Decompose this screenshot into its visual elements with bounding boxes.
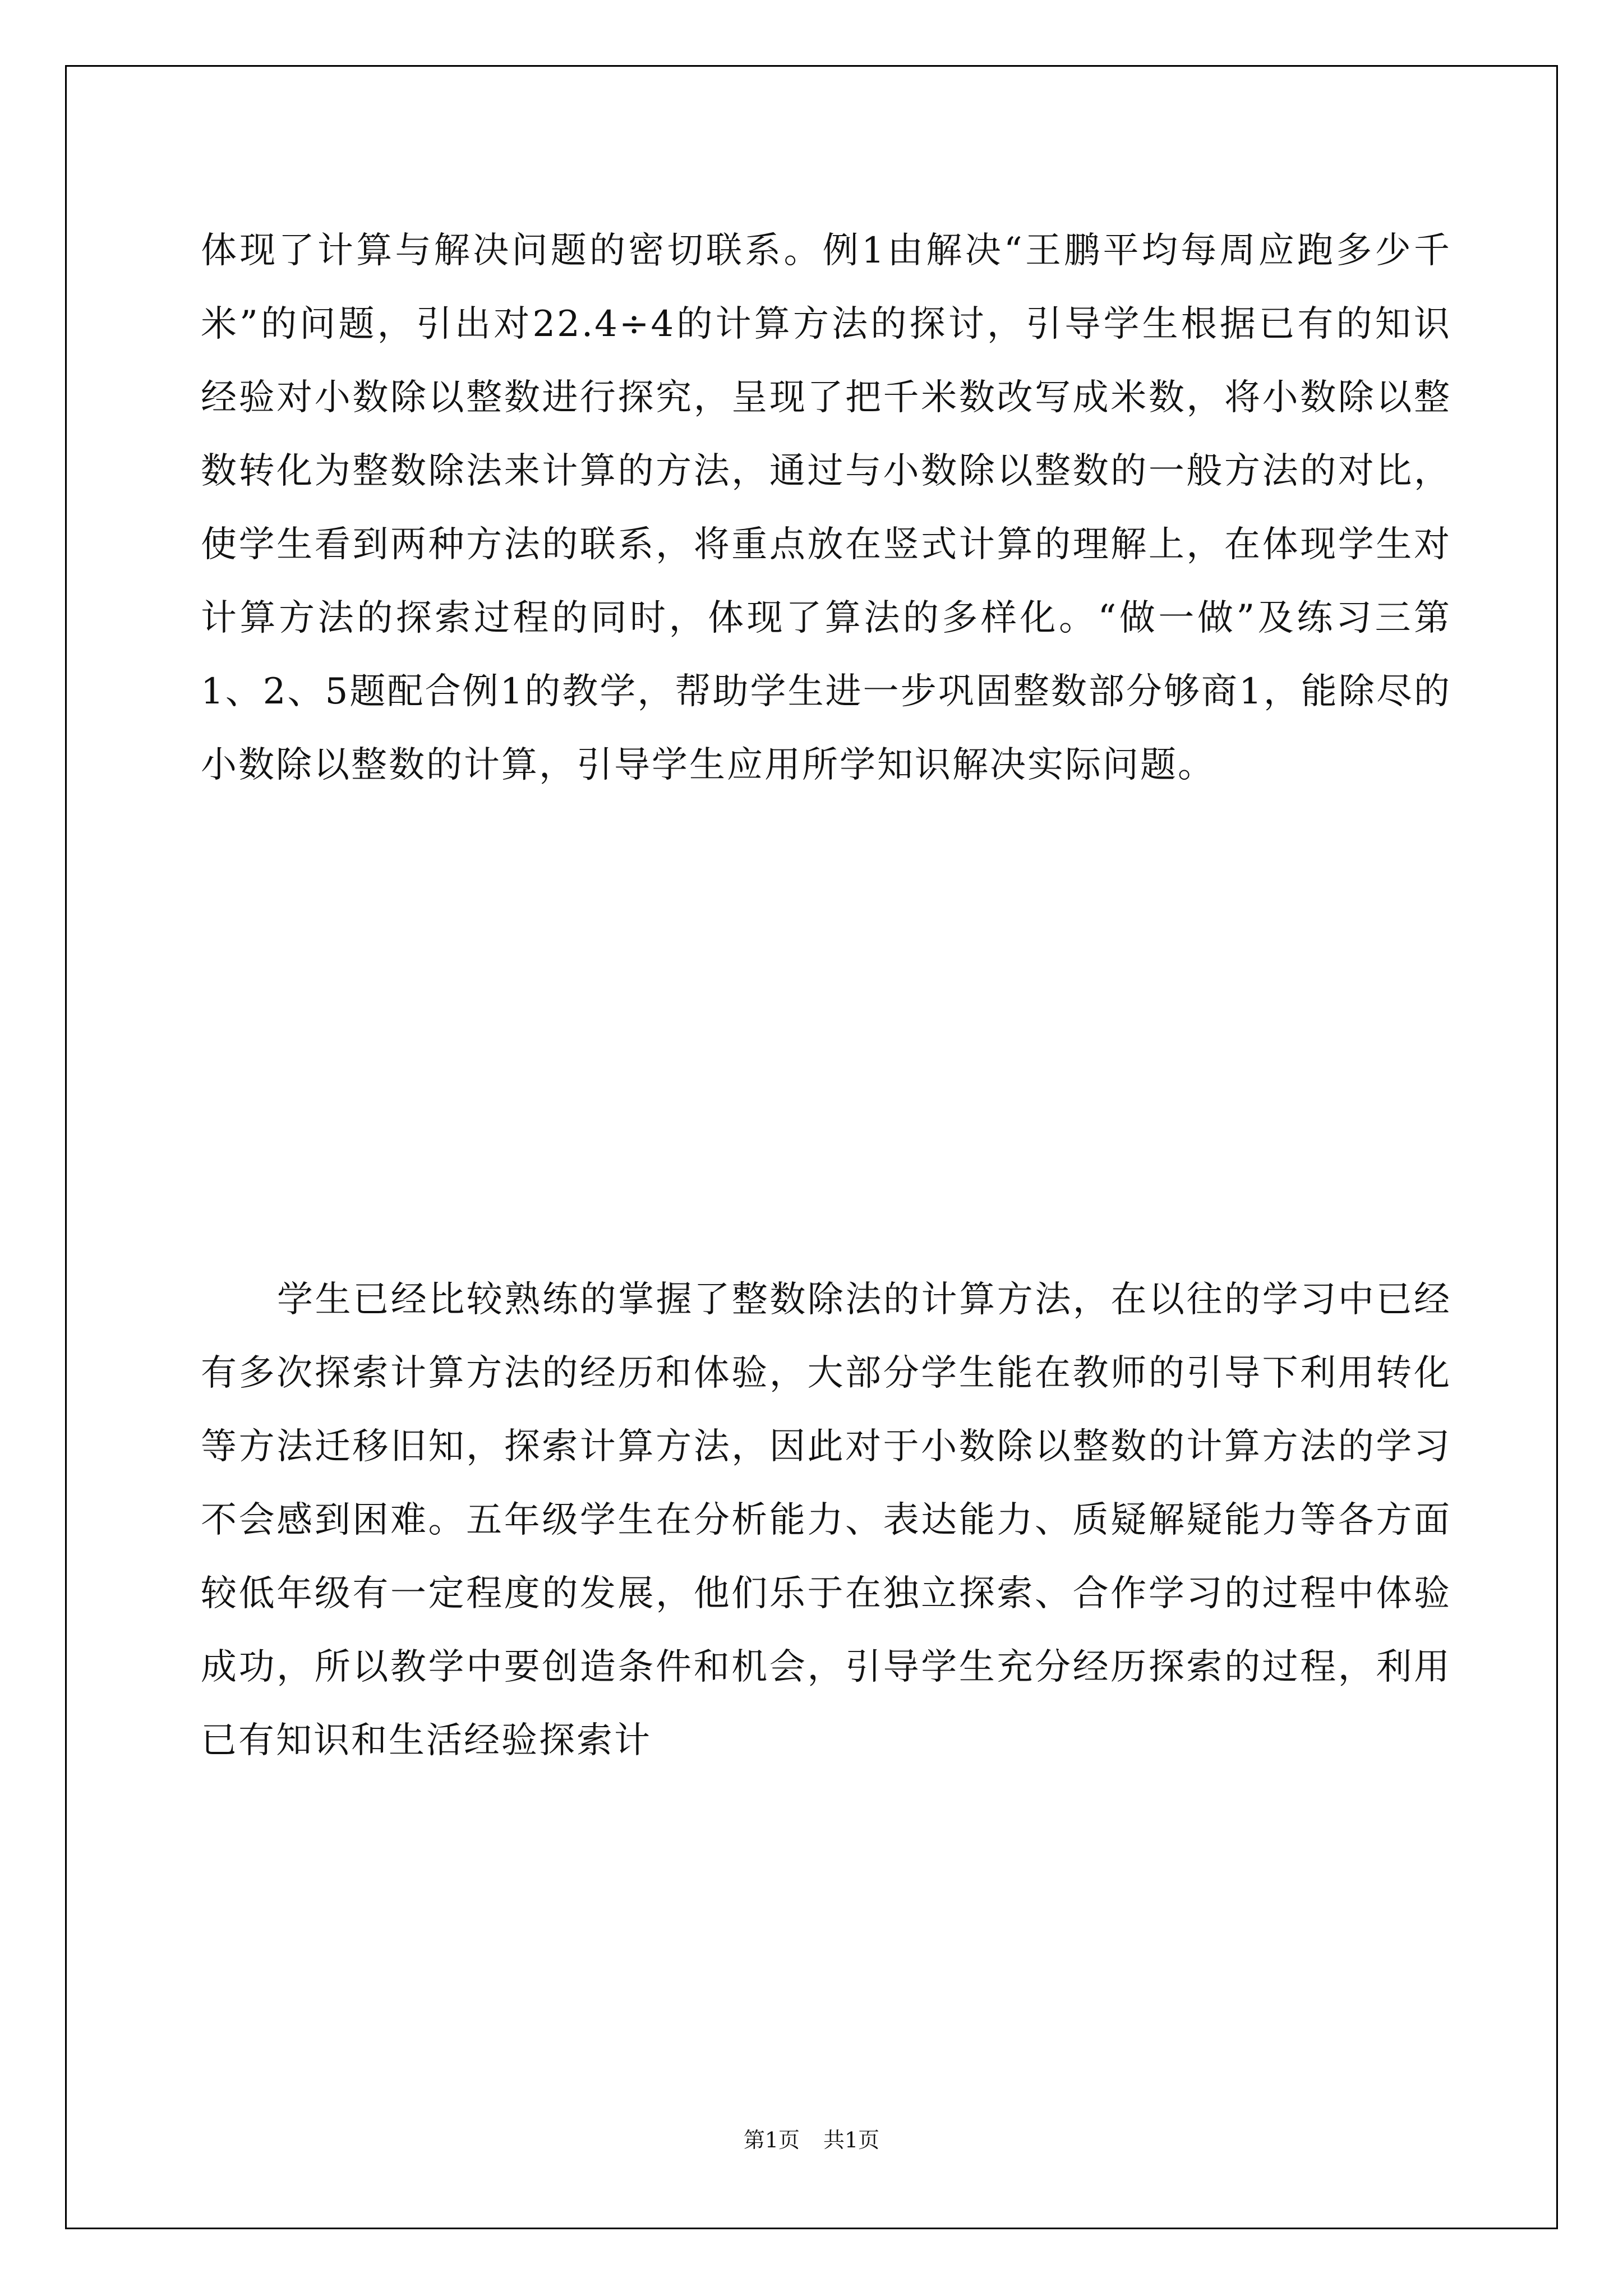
paragraph-1: 体现了计算与解决问题的密切联系。例1由解决“王鹏平均每周应跑多少千米”的问题，引出对22.4÷4的计算方法的探讨，引导学生根据已有的知识经验对小数除以整数进行探究，呈现了把千米数改写成米数，将小数除以整数转化为整数除法来计算的方法，通过与小数除以整数的一般方法的对比，使学生看到两种方法的联系，将重点放在竖式计算的理解上，在体现学生对计算方法的探索过程的同时，体现了算法的多样化。“做一做”及练习三第1、2、5题配合例1的教学，帮助学生进一步巩固整数部分够商1，能除尽的小数除以整数的计算，引导学生应用所学知识解决实际问题。 xyxy=(201,230,1451,786)
page-footer xyxy=(0,2126,1623,2154)
paragraph-2: 学生已经比较熟练的掌握了整数除法的计算方法，在以往的学习中已经有多次探索计算方法的经历和体验，大部分学生能在教师的引导下利用转化等方法迁移旧知，探索计算方法，因此对于小数除以整数的计算方法的学习不会感到困难。五年级学生在分析能力、表达能力、质疑解疑能力等各方面较低年级有一定程度的发展，他们乐于在独立探索、合作学习的过程中体验成功，所以教学中要创造条件和机会，引导学生充分经历探索的过程，利用已有知识和生活经验探索计 xyxy=(201,1279,1451,1761)
page-total: 共1页 xyxy=(823,2128,880,2152)
page-number: 第1页 xyxy=(743,2128,800,2152)
